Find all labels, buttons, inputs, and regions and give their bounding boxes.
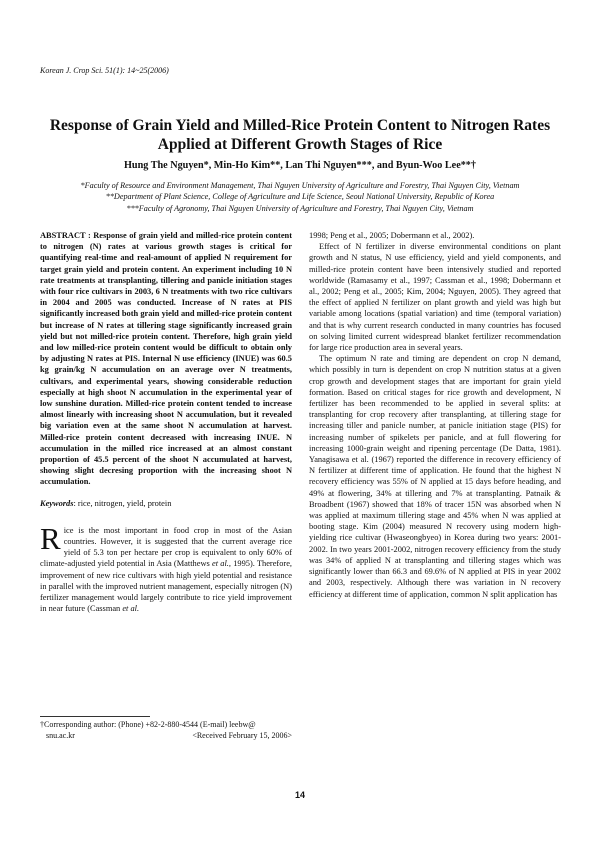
affiliation-2: **Department of Plant Science, College of Agriculture and Life Science, Seoul National University, Republic of Korea: [105, 192, 495, 202]
drop-cap: R: [40, 520, 61, 556]
right-paragraph-0: 1998; Peng et al., 2005; Dobermann et al., 2002).: [309, 231, 475, 240]
footnote-line-1: †Corresponding author: (Phone) +82-2-880-4544 (E-mail) leebw@: [40, 720, 256, 729]
footnote-email-domain: snu.ac.kr: [46, 730, 75, 740]
keywords-text: : rice, nitrogen, yield, protein: [73, 498, 172, 508]
journal-citation: Korean J. Crop Sci. 51(1): 14~25(2006): [40, 66, 169, 75]
footnote-line-2: [40, 731, 292, 742]
author-list: Hung The Nguyen*, Min-Ho Kim**, Lan Thi Nguyen***, and Byun-Woo Lee**†: [123, 160, 476, 171]
footnote-rule: [40, 716, 150, 717]
received-date: <Received February 15, 2006>: [192, 730, 292, 740]
intro-text-a: ice is the most important in food crop in most of the Asian countries. However, it is suggested that the current average rice yield of 5.3 ton per hectare per crop is equivalent to only 60% of climate-adjusted yield potential in Asia (Matthews: [40, 525, 292, 569]
keywords-label: Keywords: [40, 498, 74, 508]
abstract: [40, 230, 292, 488]
keywords: [40, 498, 292, 509]
intro-text-b: , 1995). Therefore, improvement of new rice cultivars with high yield potential and resistance in parallel with the improved nutrient management, especially nitrogen (N) fertilizer management would largely contribute to rice yield improvement in near future (Cassman: [40, 559, 293, 614]
right-paragraph-1: Effect of N fertilizer in diverse environmental conditions on plant growth and N status, N use efficiency, yield and yield components, and milled-rice protein content have been intensively studied and reported worldwide (Ramasamy et al., 1997; Cassman et al., 1998; Dobermann et al., 2002; Peng et al., 2005; Kim, 2004; Nguyen, 2005). They agreed that the effect of applied N fertilizer on plant growth and yield was high but variable among locations (spatial variation) and time (temporal variation) and that is why current research conducted in many countries has focused on solving limited current widespread blanket fertilizer recommendation for large rice production area in several years.: [309, 242, 561, 353]
intro-etal-2: et al.: [122, 604, 140, 614]
abstract-text: Response of grain yield and milled-rice protein content to nitrogen (N) rates at various growth stages is critical for quantifying real-time and real-amount of applied N requirement for target grain yield and protein content. An experiment including 10 N rate treatments at transplanting, tillering and panicle initiation stages with four rice cultivars in 2003, 6 N treatments with two rice cultivars in 2004 and 2005 was conducted. Increase of N rates at PIS significantly increased both grain yield and milled-rice protein content but increase of N rates at tillering stage significantly increased grain yield but not milled-rice protein content. Therefore, high grain yield and low milled-rice protein content would be difficult to obtain only by adjusting N rates at PIS. Internal N use efficiency (INUE) was 60.5 kg grain/kg N accumulation on an average over N treatments, cultivars, and experimental years, showing considerable reduction especially at high shoot N accumulation in the experimental year of low sunshine duration. Milled-rice protein content tended to increase almost linearly with increasing shoot N accumulation, but it revealed big variation even at the same shoot N accumulation at harvest. Milled-rice protein content decreased with increasing INUE. N accumulation in the milled rice increased at an almost constant proportion of 45.5 percent of the shoot N accumulated at harvest, showing slight decresing proportion with the increasing shoot N accumulation.: [40, 231, 293, 487]
paper-title: Response of Grain Yield and Milled-Rice Protein Content to Nitrogen Rates Applied at Different Growth Stages of Rice: [49, 117, 551, 153]
affiliation-3: ***Faculty of Agronomy, Thai Nguyen University of Agriculture and Forestry, Thai Nguyen City, Vietnam: [126, 203, 474, 213]
abstract-label: ABSTRACT :: [40, 231, 91, 240]
affiliations: [40, 180, 560, 214]
right-paragraph-2: The optimum N rate and timing are dependent on crop N demand, which possibly in turn is dependent on crop N nutrition status at a given crop growth and development stages that are important for grain yield formation. Based on critical stages for rice growth and development, N fertilizer has been recommended to be applied in several splits: at transplanting for crop recovery after transplanting, at tillering stage for increasing tiller and panicle number, at panicle initiation stage (PIS) for increasing number of spikelets per panicle, and at full flowering for increasing 1000-grain weight and ripening percentage (De Datta, 1981). Yanagisawa et al. (1967) reported the difference in recovery efficiency of N fertilizer at different time of application. He found that the highest N recovery efficiency was 55% of N applied at 15 days before heading, and 49% at flowering, 34% at tillering and 7% at transplanting. Patnaik & Broadbent (1967) showed that 18% of tracer 15N was absorbed when N was applied at maximum tillering stage and 45% when N was applied at booting stage. Kim (2004) measured N recovery using modern high-yielding rice cultivar (Hwaseongbyeo) in Korea during two years: 2001-2002. In two years 2001-2002, nitrogen recovery efficiency from the study was 34% of applied N at transplanting and tillering stages which was significantly lower than 66.3 and 69.6% of N applied at PIS in year 2002 and 2003, respectively. Although there was variation in N recovery efficiency at different time of application, common N split application has: [309, 354, 561, 599]
introduction-paragraph: [40, 520, 293, 615]
left-column: [40, 230, 292, 615]
right-column: [309, 230, 561, 600]
affiliation-1: *Faculty of Resource and Environment Management, Thai Nguyen University of Agriculture and Forestry, Thai Nguyen City, Vietnam: [80, 181, 520, 190]
page-number: 14: [294, 790, 305, 800]
corresponding-author-footnote: [40, 716, 292, 741]
intro-etal: et al.: [211, 559, 229, 569]
